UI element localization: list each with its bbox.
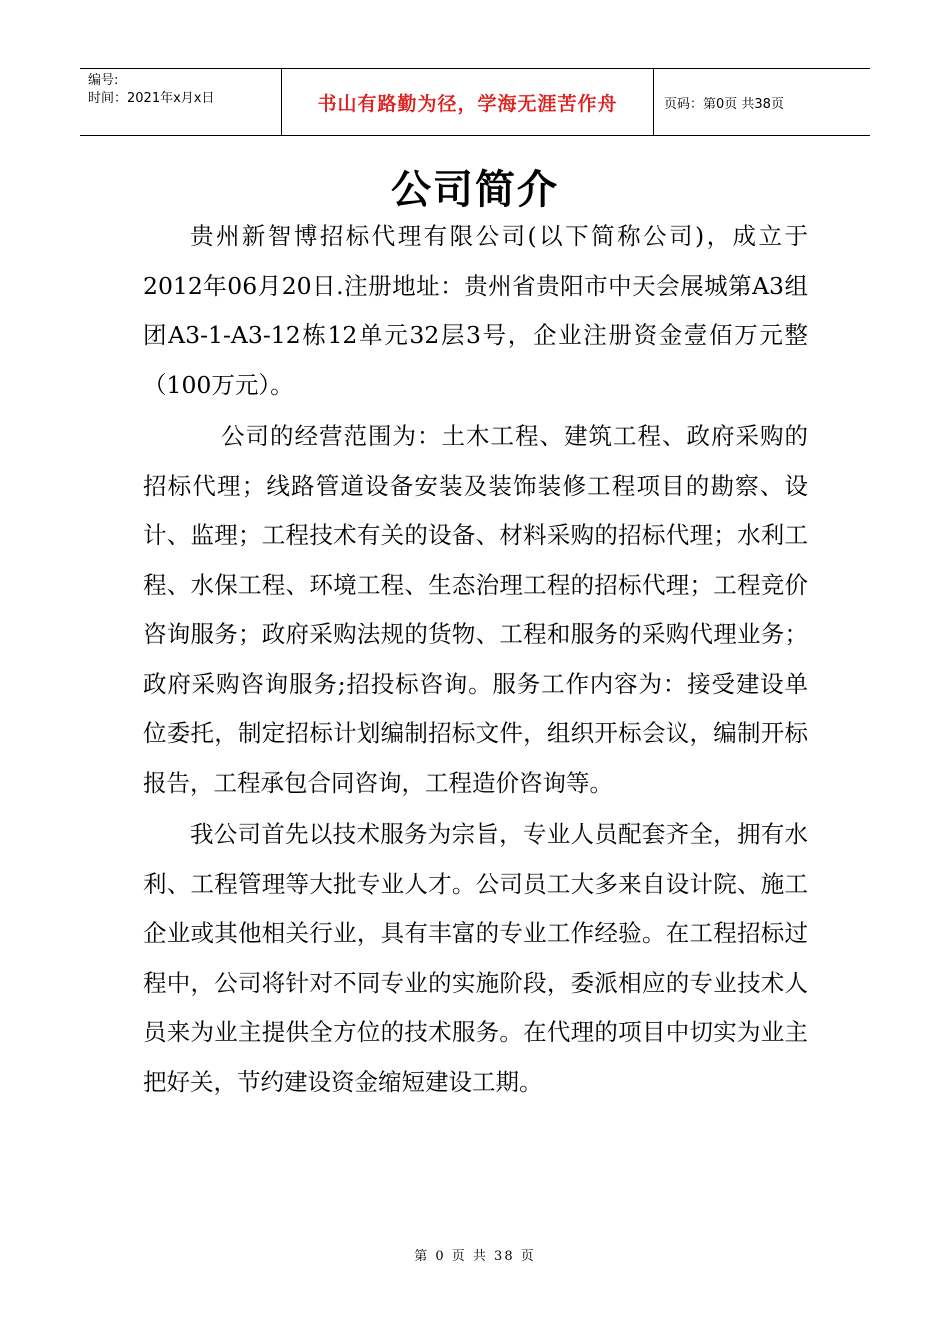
paragraph-company-info: 贵州新智博招标代理有限公司(以下简称公司)，成立于2012年06月20日.注册地址：贵州省贵阳市中天会展城第A3组团A3-1-A3-12栋12单元32层3号，企业注册资金壹佰万元整（100万元）。 <box>143 222 808 399</box>
document-body <box>143 212 808 1107</box>
document-number-label: 编号: <box>88 73 119 88</box>
paragraph-business-scope: 公司的经营范围为：土木工程、建筑工程、政府采购的招标代理；线路管道设备安装及装饰装修工程项目的勘察、设计、监理；工程技术有关的设备、材料采购的招标代理；水利工程、水保工程、环境工程、生态治理工程的招标代理；工程竞价咨询服务；政府采购法规的货物、工程和服务的采购代理业务；政府采购咨询服务;招投标咨询。服务工作内容为：接受建设单位委托，制定招标计划编制招标文件，组织开标会议，编制开标报告，工程承包合同咨询，工程造价咨询等。 <box>143 422 808 797</box>
header-page-info: 页码：第0页 共38页 <box>664 96 784 112</box>
page-footer: 第 0 页 共 38 页 <box>414 1249 536 1264</box>
document-time-label: 时间：2021年x月x日 <box>88 91 215 106</box>
page-header <box>80 68 870 136</box>
document-title: 公司简介 <box>391 167 559 213</box>
header-motto: 书山有路勤为径，学海无涯苦作舟 <box>281 69 654 135</box>
paragraph-service-philosophy: 我公司首先以技术服务为宗旨，专业人员配套齐全，拥有水利、工程管理等大批专业人才。公司员工大多来自设计院、施工企业或其他相关行业，具有丰富的专业工作经验。在工程招标过程中，公司将针对不同专业的实施阶段，委派相应的专业技术人员来为业主提供全方位的技术服务。在代理的项目中切实为业主把好关，节约建设资金缩短建设工期。 <box>143 820 808 1096</box>
header-meta <box>80 69 281 135</box>
